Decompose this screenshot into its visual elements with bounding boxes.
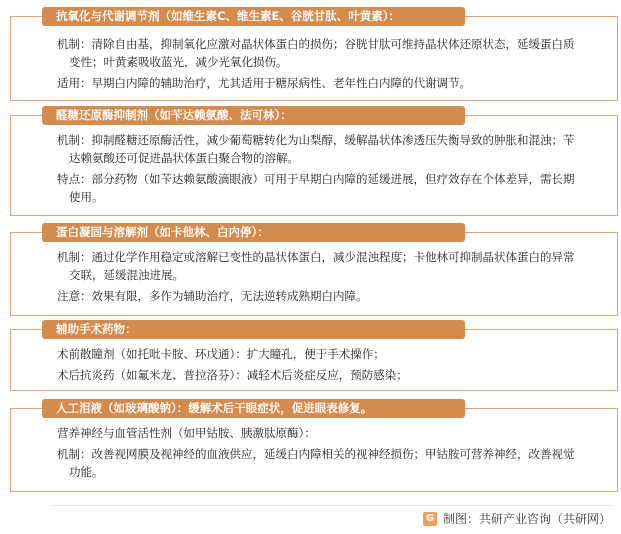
- section-line: 适用：早期白内障的辅助治疗，尤其适用于糖尿病性、老年性白内障的代谢调节。: [57, 76, 471, 90]
- section-header-4: 辅助手术药物：: [42, 320, 465, 339]
- brand-logo-icon: G: [423, 512, 437, 526]
- section-line: 术后抗炎药（如氟米龙、普拉洛芬）：减轻术后炎症反应，预防感染；: [57, 368, 408, 382]
- section-line: 术前散瞳剂（如托吡卡胺、环戊通）：扩大瞳孔，便于手术操作；: [57, 347, 385, 361]
- section-header-5: 人工泪液（如玻璃酸钠）：缓解术后干眼症状，促进眼表修复。: [42, 399, 465, 418]
- section-body-2: [57, 131, 577, 209]
- section-header-1: 抗氧化与代谢调节剂（如维生素C、维生素E、谷胱甘肽、叶黄素）：: [42, 7, 465, 26]
- section-header-2: 醛糖还原酶抑制剂（如苄达赖氨酸、法可林）：: [42, 106, 465, 125]
- section-line: 机制：通过化学作用稳定或溶解已变性的晶状体蛋白，减少混浊程度；卡他林可抑制晶状体蛋白的异常交联，延缓混浊进展。: [57, 250, 575, 282]
- section-line: 特点：部分药物（如苄达赖氨酸滴眼液）可用于早期白内障的延缓进展，但疗效存在个体差异，需长期使用。: [57, 172, 575, 204]
- section-line: 营养神经与血管活性剂（如甲钴胺、胰激肽原酶）：: [57, 426, 316, 440]
- section-body-4: [57, 345, 577, 387]
- section-body-3: [57, 248, 577, 308]
- section-line: 机制：清除自由基，抑制氧化应激对晶状体蛋白的损伤；谷胱甘肽可维持晶状体还原状态，延缓蛋白质变性；叶黄素吸收蓝光，减少光氧化损伤。: [57, 37, 575, 69]
- source-credit: [423, 510, 611, 527]
- section-line: 机制：抑制醛糖还原酶活性，减少葡萄糖转化为山梨醇，缓解晶状体渗透压失衡导致的肿胀和混浊；苄达赖氨酸还可促进晶状体蛋白聚合物的溶解。: [57, 133, 575, 165]
- section-line: 注意：效果有限，多作为辅助治疗，无法逆转成熟期白内障。: [57, 289, 368, 303]
- section-line: 机制：改善视网膜及视神经的血液供应，延缓白内障相关的视神经损伤；甲钴胺可营养神经，改善视觉功能。: [57, 447, 575, 479]
- section-header-3: 蛋白凝固与溶解剂（如卡他林、白内停）：: [42, 223, 465, 242]
- source-text: 制图：共研产业咨询（共研网）: [442, 512, 611, 526]
- section-body-1: [57, 35, 577, 95]
- footer-divider: [52, 505, 612, 506]
- section-body-5: [57, 424, 577, 484]
